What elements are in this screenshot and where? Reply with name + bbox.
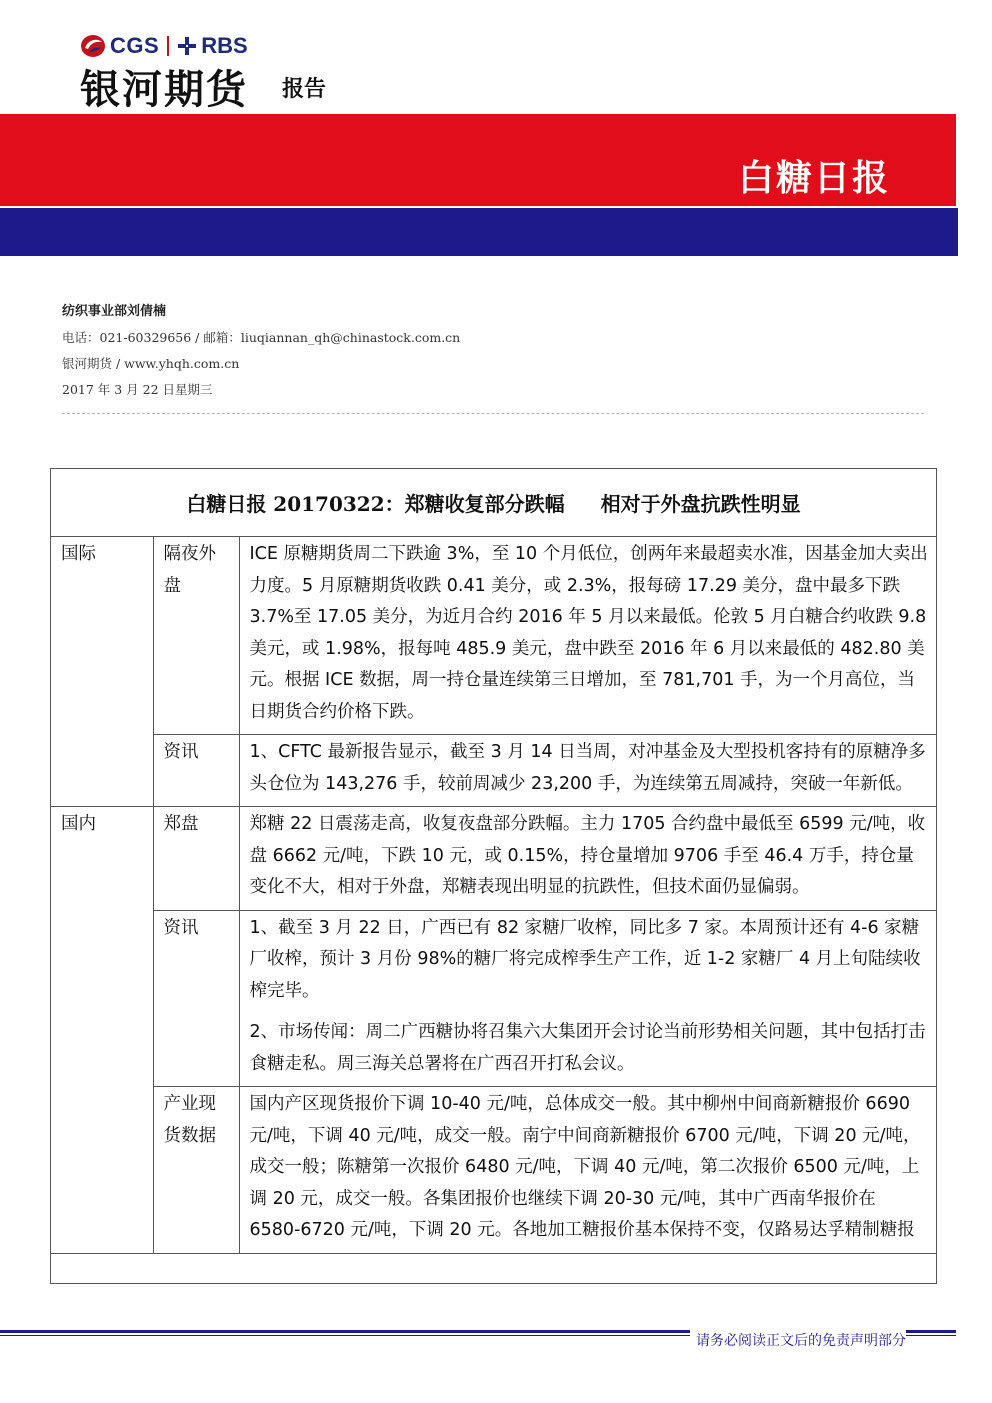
logo-separator — [167, 36, 169, 56]
content-cell — [239, 537, 936, 735]
category-cell: 产业现货数据 — [153, 1087, 239, 1254]
table-row — [51, 537, 936, 735]
brand-title: 银河期货 — [80, 67, 248, 113]
rbs-daisy-icon — [177, 36, 197, 56]
logo-rbs-text: RBS — [201, 33, 248, 58]
report-table — [51, 537, 936, 1254]
blue-banner — [0, 208, 958, 256]
contact-block — [62, 302, 460, 406]
table-row — [51, 807, 936, 911]
content-paragraph: 1、CFTC 最新报告显示，截至 3 月 14 日当周，对冲基金及大型投机客持有的原糖净多头仓位为 143,276 手，较前周减少 23,200 手，为连续第五周减持，突破一年新低。 — [249, 742, 926, 794]
content-paragraph: 2、市场传闻：周二广西糖协将召集六大集团开会讨论当前形势相关问题，其中包括打击食糖走私。周三海关总署将在广西召开打私会议。 — [249, 1022, 926, 1074]
content-paragraph: 国内产区现货报价下调 10-40 元/吨，总体成交一般。其中柳州中间商新糖报价 6690 元/吨，下调 40 元/吨，成交一般。南宁中间商新糖报价 6700 元/吨，下调 20 元/吨，成交一般；陈糖第一次报价 6480 元/吨，下调 40 元/吨，第二次报价 6500 元/吨，上调 20 元，成交一般。各集团报价也继续下调 20-30 元/吨，其中广西南华报价在 6580-6720 元/吨，下调 20 元。各地加工糖报价基本保持不变，仅路易达孚精制糖报 — [249, 1094, 921, 1240]
category-cell: 郑盘 — [153, 807, 239, 911]
region-cell: 国际 — [51, 537, 153, 807]
content-paragraph: ICE 原糖期货周二下跌逾 3%，至 10 个月低位，创两年来最超卖水准，因基金加大卖出力度。5 月原糖期货收跌 0.41 美分，或 2.3%，报每磅 17.29 美分，盘中最多下跌 3.7%至 17.05 美分，为近月合约 2016 年 5 月以来最低。伦敦 5 月白糖合约收跌 9.8 美元，或 1.98%，报每吨 485.9 美元，盘中跌至 2016 年 6 月以来最低的 482.80 美元。根据 ICE 数据，周一持仓量连续第三日增加，至 781,701 手，为一个月高位，当日期货合约价格下跌。 — [249, 544, 928, 722]
content-cell — [239, 1087, 936, 1254]
phone-email: 电话：021-60329656 / 邮箱：liuqiannan_qh@chinastock.com.cn — [62, 330, 461, 345]
cgs-swoosh-icon — [80, 33, 106, 59]
red-banner — [0, 114, 956, 206]
disclaimer-note: 请务必阅读正文后的免责声明部分 — [690, 1330, 906, 1352]
region-cell: 国内 — [51, 807, 153, 1254]
website-line: 银河期货 / www.yhqh.com.cn — [62, 356, 240, 371]
content-paragraph: 1、截至 3 月 22 日，广西已有 82 家糖厂收榨，同比多 7 家。本周预计还有 4-6 家糖厂收榨，预计 3 月份 98%的糖厂将完成榨季生产工作，近 1-2 家糖厂 4 月上旬陆续收榨完毕。 — [249, 917, 921, 1001]
report-date: 2017 年 3 月 22 日星期三 — [62, 382, 213, 397]
content-cell — [239, 735, 936, 807]
table-row — [51, 910, 936, 1087]
banner-title: 白糖日报 — [737, 158, 890, 199]
content-cell — [239, 910, 936, 1087]
logo-cgs-text: CGS — [110, 33, 160, 58]
table-row — [51, 735, 936, 807]
report-title-part2: 相对于外盘抗跌性明显 — [600, 492, 801, 516]
report-box — [50, 468, 937, 1284]
report-title-part1: 白糖日报 20170322：郑糖收复部分跌幅 — [186, 492, 565, 516]
content-paragraph: 郑糖 22 日震荡走高，收复夜盘部分跌幅。主力 1705 合约盘中最低至 6599 元/吨，收盘 6662 元/吨，下跌 10 元，或 0.15%，持仓量增加 9706 手至 46.4 万手，持仓量变化不大，相对于外盘，郑糖表现出明显的抗跌性，但技术面仍显偏弱。 — [249, 814, 926, 897]
category-cell: 资讯 — [153, 735, 239, 807]
category-cell: 隔夜外盘 — [153, 537, 239, 735]
category-cell: 资讯 — [153, 910, 239, 1087]
logo-row — [80, 32, 248, 60]
dashed-divider — [62, 413, 924, 414]
report-heading — [51, 469, 936, 537]
author-department: 纺织事业部刘倩楠 — [62, 304, 167, 319]
report-tag: 报告 — [282, 77, 327, 102]
table-row — [51, 1087, 936, 1254]
content-cell — [239, 807, 936, 911]
